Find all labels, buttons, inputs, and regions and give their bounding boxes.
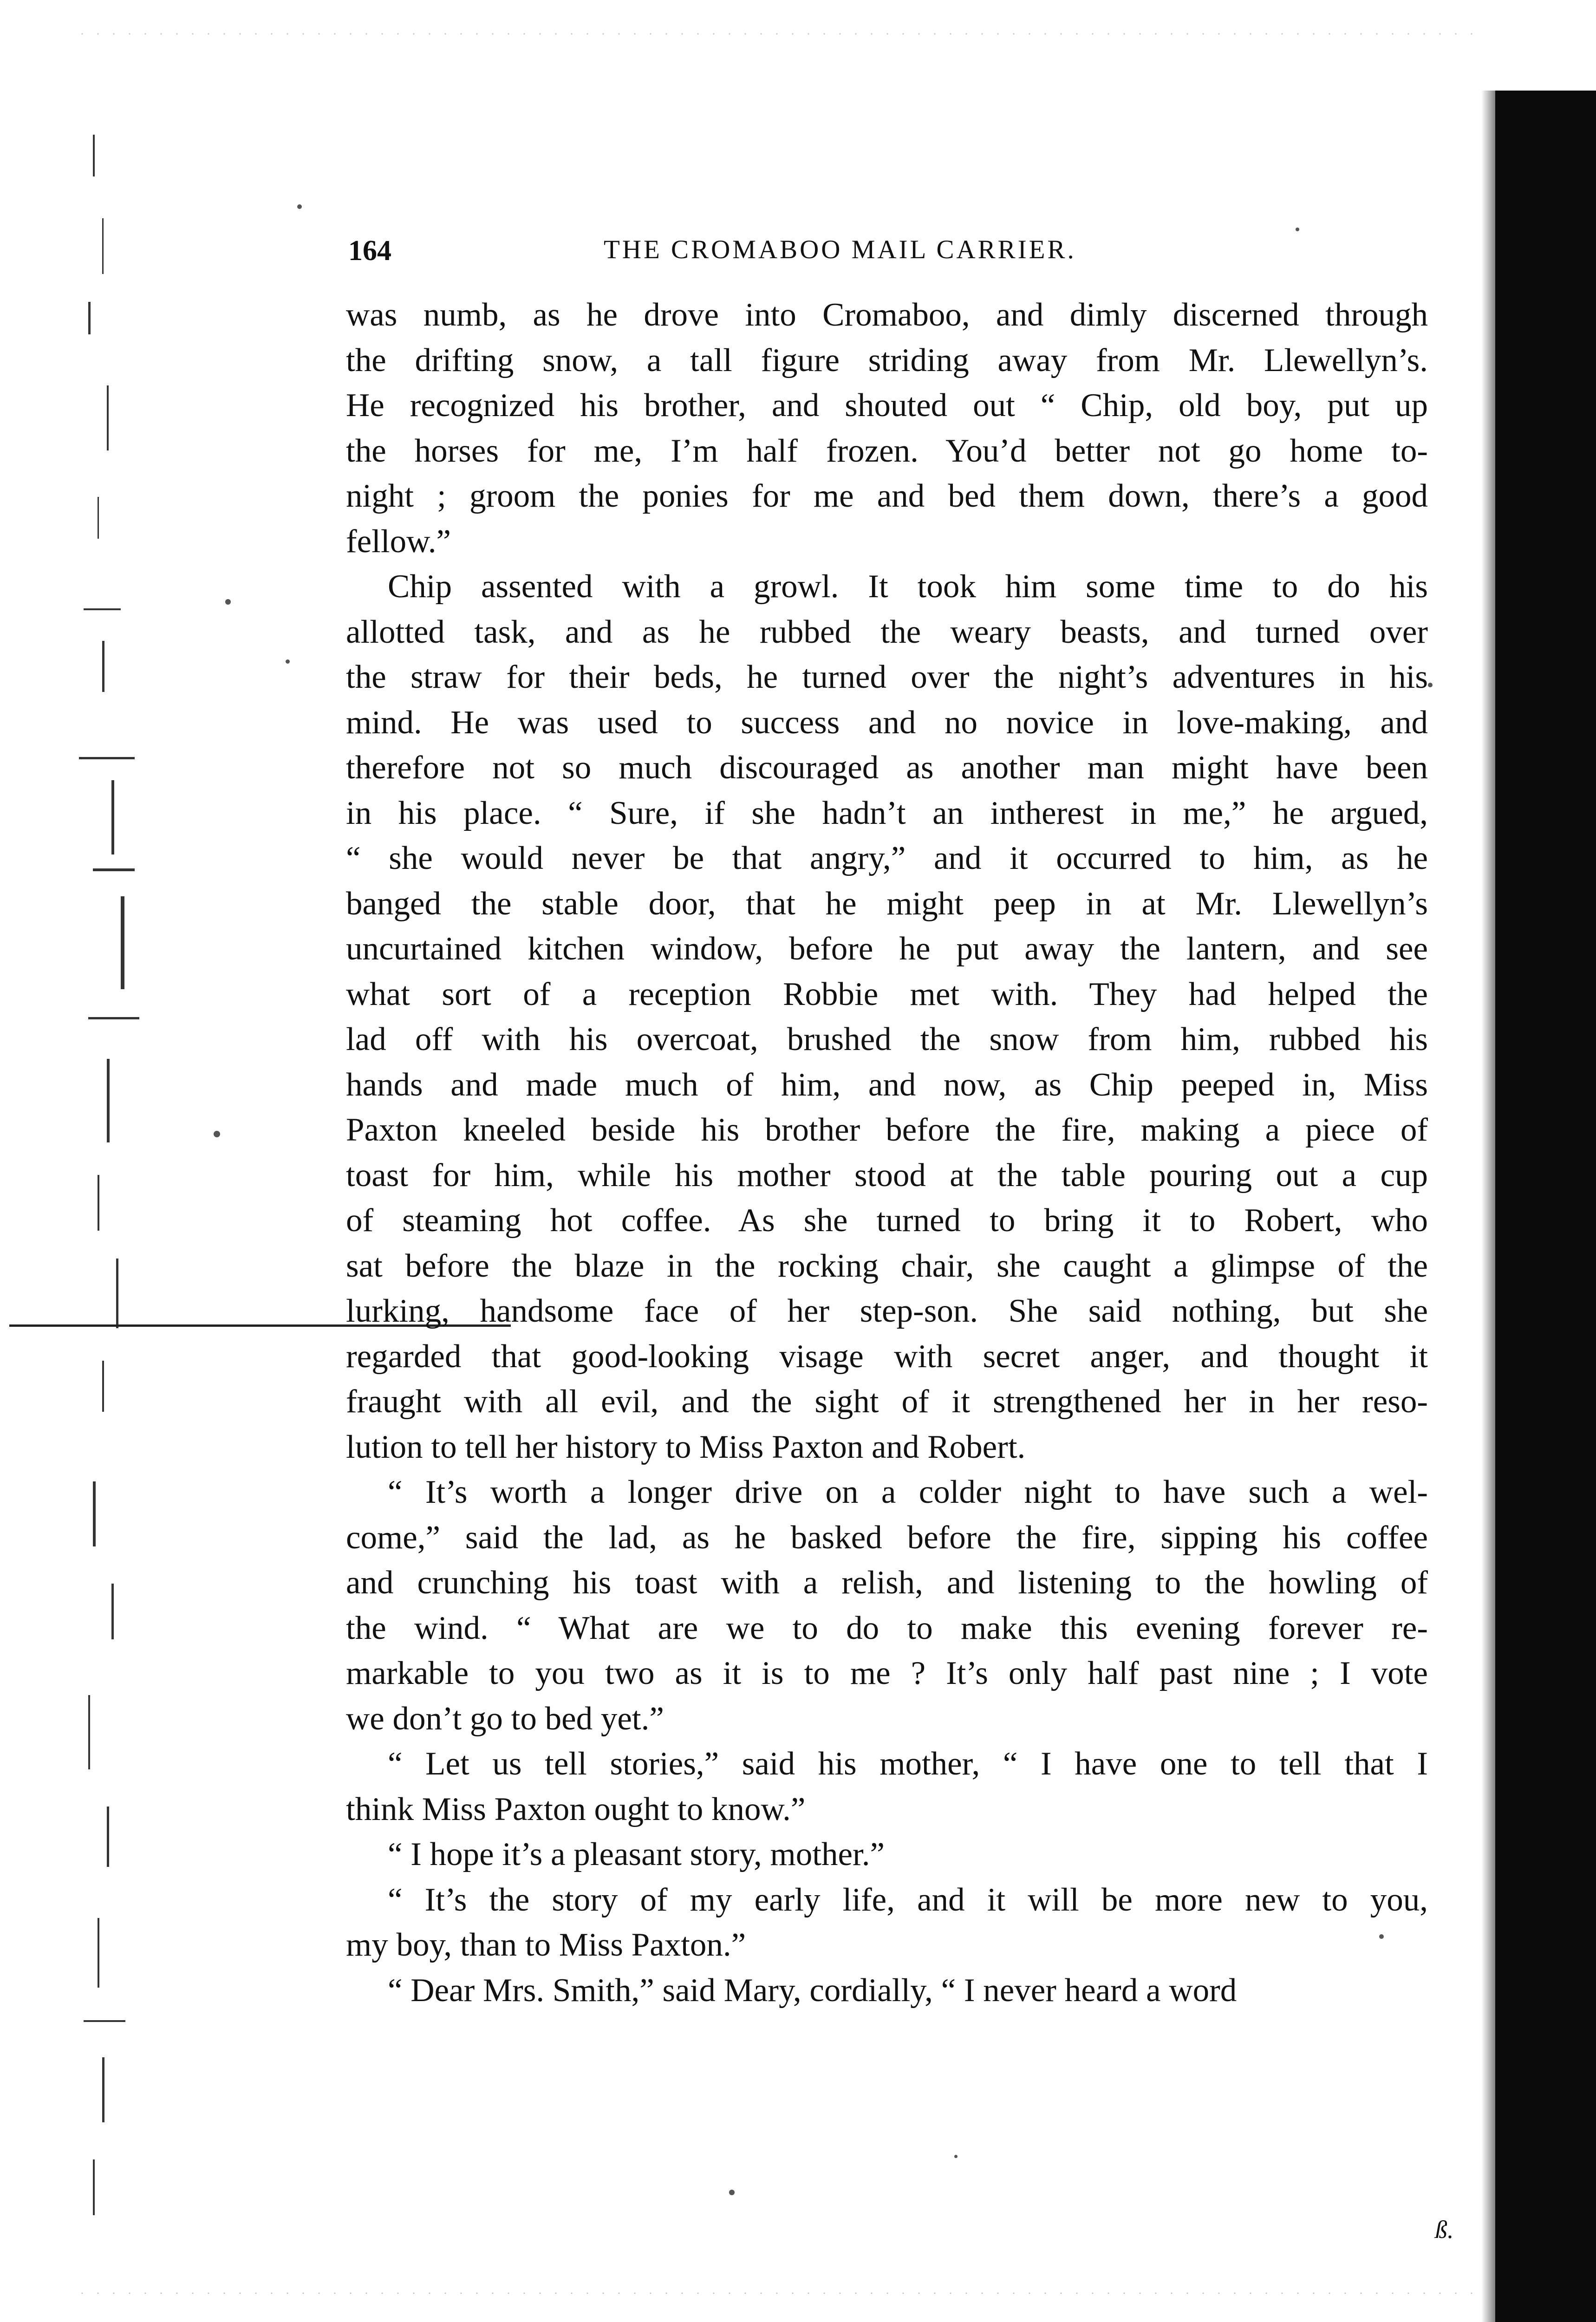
- text-line: sat before the blaze in the rocking chair, she caught a glimpse of the: [346, 1247, 1428, 1284]
- text-line: come,” said the lad, as he basked before the fire, sipping his coffee: [346, 1519, 1428, 1556]
- scan-speck: [729, 2190, 735, 2195]
- scan-speck: [286, 659, 290, 664]
- text-line: what sort of a reception Robbie met with. They had helped the: [346, 976, 1428, 1012]
- footer-mark: ß.: [1435, 2216, 1454, 2244]
- scan-dotted-edge-top: [74, 33, 1477, 35]
- page-number: 164: [348, 235, 391, 267]
- text-line: of steaming hot coffee. As she turned to bring it to Robert, who: [346, 1202, 1428, 1239]
- scan-dotted-edge-bottom: [74, 2292, 1477, 2295]
- text-line: the drifting snow, a tall figure striding away from Mr. Llewellyn’s.: [346, 342, 1428, 378]
- text-line: hands and made much of him, and now, as Chip peeped in, Miss: [346, 1066, 1428, 1103]
- text-line: was numb, as he drove into Cromaboo, and dimly discerned through: [346, 297, 1428, 333]
- text-line: uncurtained kitchen window, before he put away the lantern, and see: [346, 931, 1428, 967]
- text-line: in his place. “ Sure, if she hadn’t an intherest in me,” he argued,: [346, 795, 1428, 831]
- text-line: we don’t go to bed yet.”: [346, 1700, 664, 1737]
- text-line: He recognized his brother, and shouted out “ Chip, old boy, put up: [346, 387, 1428, 424]
- text-line: banged the stable door, that he might peep in at Mr. Llewellyn’s: [346, 885, 1428, 922]
- text-line: night ; groom the ponies for me and bed them down, there’s a good: [346, 478, 1428, 514]
- running-head: THE CROMABOO MAIL CARRIER.: [604, 235, 1076, 264]
- body-text: [346, 293, 1428, 2013]
- scan-speck: [214, 1131, 220, 1137]
- text-line: allotted task, and as he rubbed the weary beasts, and turned over: [346, 613, 1428, 650]
- scan-speck: [1296, 228, 1299, 231]
- binding-gutter-marks: [74, 107, 158, 2243]
- text-line: Paxton kneeled beside his brother before the fire, making a piece of: [346, 1112, 1428, 1148]
- text-line: “ I hope it’s a pleasant story, mother.”: [388, 1836, 885, 1872]
- text-line: think Miss Paxton ought to know.”: [346, 1791, 806, 1827]
- text-line: therefore not so much discouraged as another man might have been: [346, 750, 1428, 786]
- page-edge-shadow: [1481, 91, 1497, 2322]
- text-line: toast for him, while his mother stood at the table pouring out a cup: [346, 1157, 1428, 1194]
- text-line: the straw for their beds, he turned over the night’s adventures in his: [346, 659, 1428, 695]
- text-line: fraught with all evil, and the sight of it strengthened her in her reso-: [346, 1383, 1428, 1420]
- scan-speck: [225, 599, 231, 605]
- text-line: “ Let us tell stories,” said his mother, “ I have one to tell that I: [388, 1746, 1428, 1782]
- text-line: the wind. “ What are we to do to make this evening forever re-: [346, 1610, 1428, 1646]
- text-line: lad off with his overcoat, brushed the snow from him, rubbed his: [346, 1021, 1428, 1057]
- text-line: my boy, than to Miss Paxton.”: [346, 1927, 746, 1963]
- page-header: [348, 235, 1426, 286]
- text-line: and crunching his toast with a relish, and listening to the howling of: [346, 1565, 1428, 1601]
- text-line: “ Dear Mrs. Smith,” said Mary, cordially, “ I never heard a word: [388, 1972, 1237, 2009]
- page-edge-bar: [1495, 91, 1596, 2322]
- scan-speck: [1428, 683, 1433, 687]
- text-line: fellow.”: [346, 523, 451, 560]
- text-line: “ It’s worth a longer drive on a colder night to have such a wel-: [388, 1474, 1428, 1510]
- text-line: the horses for me, I’m half frozen. You’d better not go home to-: [346, 432, 1428, 469]
- scan-speck: [954, 2155, 958, 2158]
- scan-speck: [297, 204, 302, 209]
- text-line: lurking, handsome face of her step-son. She said nothing, but she: [346, 1293, 1428, 1329]
- text-line: “ she would never be that angry,” and it occurred to him, as he: [346, 840, 1428, 876]
- text-line: markable to you two as it is to me ? It’s only half past nine ; I vote: [346, 1655, 1428, 1691]
- text-line: regarded that good-looking visage with secret anger, and thought it: [346, 1338, 1428, 1375]
- text-line: lution to tell her history to Miss Paxton and Robert.: [346, 1428, 1026, 1465]
- text-line: mind. He was used to success and no novice in love-making, and: [346, 704, 1428, 741]
- text-line: Chip assented with a growl. It took him some time to do his: [388, 568, 1428, 605]
- text-line: “ It’s the story of my early life, and it will be more new to you,: [388, 1881, 1428, 1918]
